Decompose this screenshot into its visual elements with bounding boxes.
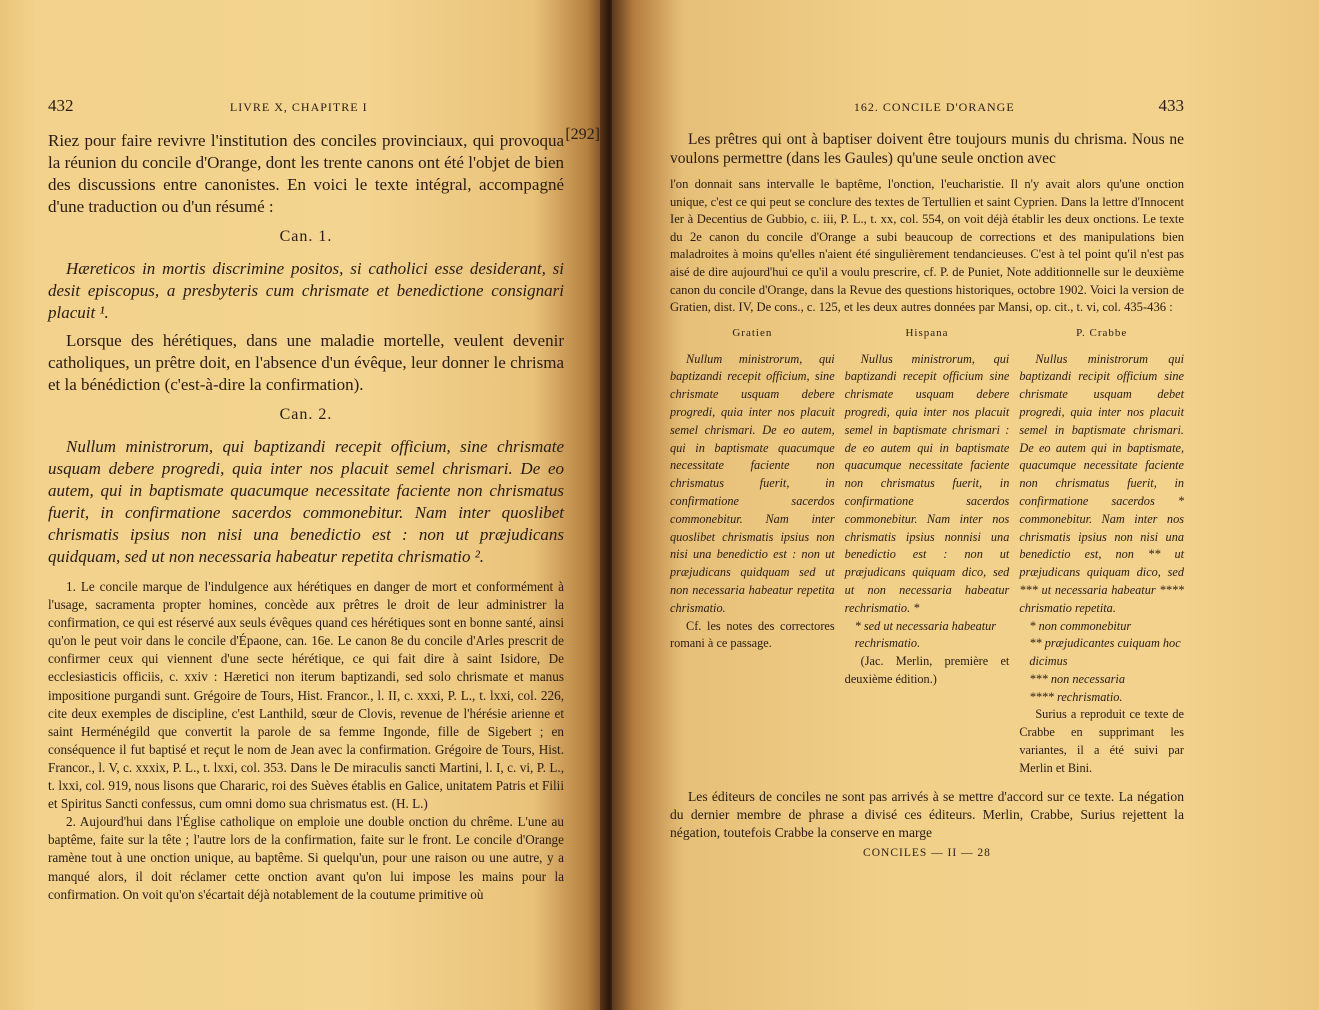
column-heading: P. Crabbe <box>1076 326 1128 339</box>
column-heading: Hispana <box>905 326 949 339</box>
column-latin-text: Nullus ministrorum qui baptizandi recipit officium sine chrismate usquam debet progredi, quia inter nos placuit semel in baptismate chrismari. De eo autem qui in baptismate, quacumque necessitate faciente non chrismatus fuerit, in confirmatione sacerdos * commonebitur. Nam inter nos chrismatis ipsius non nisi una benedictio est, non ** ut præjudicans quiquam dico, sed *** ut necessaria habeatur **** chrismatio repetita. <box>1019 351 1185 615</box>
footnotes <box>670 176 1184 317</box>
column-hispana <box>845 325 1010 778</box>
canon-latin-text: Nullum ministrorum, qui baptizandi recepit officium, sine chrismate usquam debere progredi, quia inter nos placuit semel chrismari. De eo autem, qui in baptismate quacumque necessitate faciente non chrismatus fuerit, in confirmatione sacerdos commonebitur. Nam inter quoslibet chrismatis ipsius non nisi una benedictio est : non ut præjudicans quidquam, sed ut non necessaria habeatur repetita chrismatio ². <box>48 437 564 566</box>
column-latin-text: Nullus ministrorum, qui baptizandi recepit officium sine chrismate usquam debere progredi, quia inter nos placuit semel in baptismate chrismari : de eo autem qui in baptismate quacumque necessitate faciente non chrismatus fuerit, in confirmatione sacerdos commonebitur. Nam inter nos chrismatis ipsius nonnisi una benedictio est : non ut præjudicans quiquam dico, sed ut non necessaria habeatur rechrismatio. * <box>844 351 1010 615</box>
column-note: Surius a reproduit ce texte de Crabbe en supprimant les variantes, il a été suivi par Merlin et Bini. <box>1019 707 1185 775</box>
margin-page-reference: [292] <box>565 126 600 143</box>
printer-signature: CONCILES — II — 28 <box>863 846 991 859</box>
column-note: (Jac. Merlin, première et deuxième édition.) <box>844 654 1010 686</box>
footnote: 2. Aujourd'hui dans l'Église catholique on emploie une double onction du chrême. L'une au baptême, faite sur la tête ; l'autre lors de la confirmation, faite sur le front. Le concile d'Orange ramène tout à une onction unique, au baptême. Si quelqu'un, pour une raison ou une autre, y a manqué alors, il doit réclamer cette onction avant qu'on lui impose les mains pour la confirmation. On voit qu'on s'écartait déjà notablement de la coutume primitive où <box>48 814 564 902</box>
footnotes <box>48 578 564 904</box>
canon-latin-text: Hæreticos in mortis discrimine positos, si catholici esse desiderant, si desit episcopus, a presbyteris cum chrismate et benedictione consignari placuit ¹. <box>48 259 564 322</box>
column-heading: Gratien <box>732 326 773 339</box>
column-note: Cf. les notes des correctores romani à ce passage. <box>670 618 835 651</box>
left-page <box>0 0 606 1010</box>
running-title: 162. CONCILE D'ORANGE <box>853 100 1015 114</box>
column-latin-text: Nullum ministrorum, qui baptizandi recepit officium, sine chrismate usquam debere progredi, quia inter nos placuit semel chrismari. De eo autem, qui in baptismate quacumque necessitate faciente non chrismatus fuerit, in confirmatione sacerdos commonebitur. Nam inter quoslibet chrismatis ipsius non nisi una benedictio est : non ut præjudicans quidquam sed ut non necessaria habeatur repetita chrismatio. <box>670 351 835 615</box>
footnote-continuation: l'on donnait sans intervalle le baptême, l'onction, l'eucharistie. Il n'y avait alors qu'une onction unique, c'est ce qui peut se conclure des textes de Tertullien et saint Cyprien. Dans la lettre d'Innocent Ier à Decentius de Gubbio, c. iii, P. L., t. xx, col. 554, on voit déjà établir les deux onctions. Le texte du 2e canon du concile d'Orange a subi beaucoup de corrections et des manipulations bien maladroites à moins qu'elles n'aient été singulièrement tendancieuses. C'est à tel point qu'il n'est pas aisé de dire aujourd'hui ce qu'il a voulu prescrire, cf. P. de Puniet, Note additionnelle sur le deuxième canon du concile d'Orange, dans la Revue des questions historiques, octobre 1902. Voici la version de Gratien, dist. IV, De cons., c. 125, et les deux autres données par Mansi, op. cit., t. vi, col. 435-436 : <box>670 177 1184 315</box>
right-running-head <box>670 96 1184 116</box>
closing-note <box>670 788 1184 843</box>
column-variant: **** rechrismatio. <box>1029 689 1123 704</box>
page-number: 433 <box>1158 96 1184 115</box>
column-variant: * non commonebitur <box>1029 618 1132 633</box>
column-variant: *** non necessaria <box>1029 671 1125 686</box>
canon-heading: Can. 2. <box>279 406 333 423</box>
intro-paragraph: Riez pour faire revivre l'institution des conciles provinciaux, qui provoqua la réunion du concile d'Orange, dont les trente canons ont été l'objet de bien des discussions entre canonistes. En voici le texte intégral, accompagné d'une traduction ou d'un résumé : <box>48 131 564 216</box>
main-text <box>670 130 1184 168</box>
column-variant: * sed ut necessaria habeatur rechrismatio. <box>854 618 997 651</box>
running-title: LIVRE X, CHAPITRE I <box>229 100 368 114</box>
page-number: 432 <box>48 96 74 115</box>
closing-paragraph: Les éditeurs de conciles ne sont pas arrivés à se mettre d'accord sur ce texte. La négation du dernier membre de phrase a divisé ces éditeurs. Merlin, Crabbe, Surius rejettent la négation, toutefois Crabbe la conserve en marge <box>670 788 1184 841</box>
right-page <box>612 0 1319 1010</box>
column-gratien <box>670 325 835 778</box>
body-paragraph: Les prêtres qui ont à baptiser doivent être toujours munis du chrisma. Nous ne voulons permettre (dans les Gaules) qu'une seule onction avec <box>670 131 1184 167</box>
column-variant: ** præjudicantes cuiquam hoc dicimus <box>1029 636 1181 669</box>
parallel-columns <box>670 325 1184 778</box>
main-text <box>48 130 564 218</box>
column-crabbe <box>1019 325 1184 778</box>
footnote: 1. Le concile marque de l'indulgence aux hérétiques en danger de mort et conformément à l'usage, sacramenta propter homines, concède aux prêtres le droit de leur administrer la confirmation, ce qui est réservé aux seuls évêques quand ces hérétiques sont en bonne santé, ainsi qu'on le peut voir dans le concile d'Épaone, can. 16e. Le canon 8e du concile d'Arles prescrit de confirmer ceux qui viennent d'une secte hérétique, ce qui fait dire à saint Isidore, De ecclesiasticis officiis, c. xxiv : Hæretici non iterum baptizandi, sed solo chrismate et manus impositione purgandi sunt. Grégoire de Tours, Hist. Francor., l. II, c. xxxi, P. L., t. lxxi, col. 226, cite deux exemples de discipline, c'est Lanthild, sœur de Clovis, revenue de l'hérésie arienne et saint Herménégild que convertit la parole de sa femme Ingonde, fille de Sigebert ; en conséquence il fut baptisé et reçut le nom de Jean avec la confirmation. Grégoire de Tours, Hist. Francor., l. V, c. xxxix, P. L., t. lxxi, col. 353. Dans le De miraculis sancti Martini, l. I, c. vi, P. L., t. lxxi, col. 919, nous lisons que Chararic, roi des Suèves établis en Galice, unitatem Patris et Filii et Spiritus Sancti confessus, cum omni domo sua chrismatus est. (H. L.) <box>48 579 564 812</box>
canon-heading: Can. 1. <box>279 228 333 245</box>
canon-translation: Lorsque des hérétiques, dans une maladie mortelle, veulent devenir catholiques, un prêtre doit, en l'absence d'un évêque, leur donner le chrisma et la bénédiction (c'est-à-dire la confirmation). <box>48 331 564 394</box>
left-running-head <box>48 96 564 116</box>
